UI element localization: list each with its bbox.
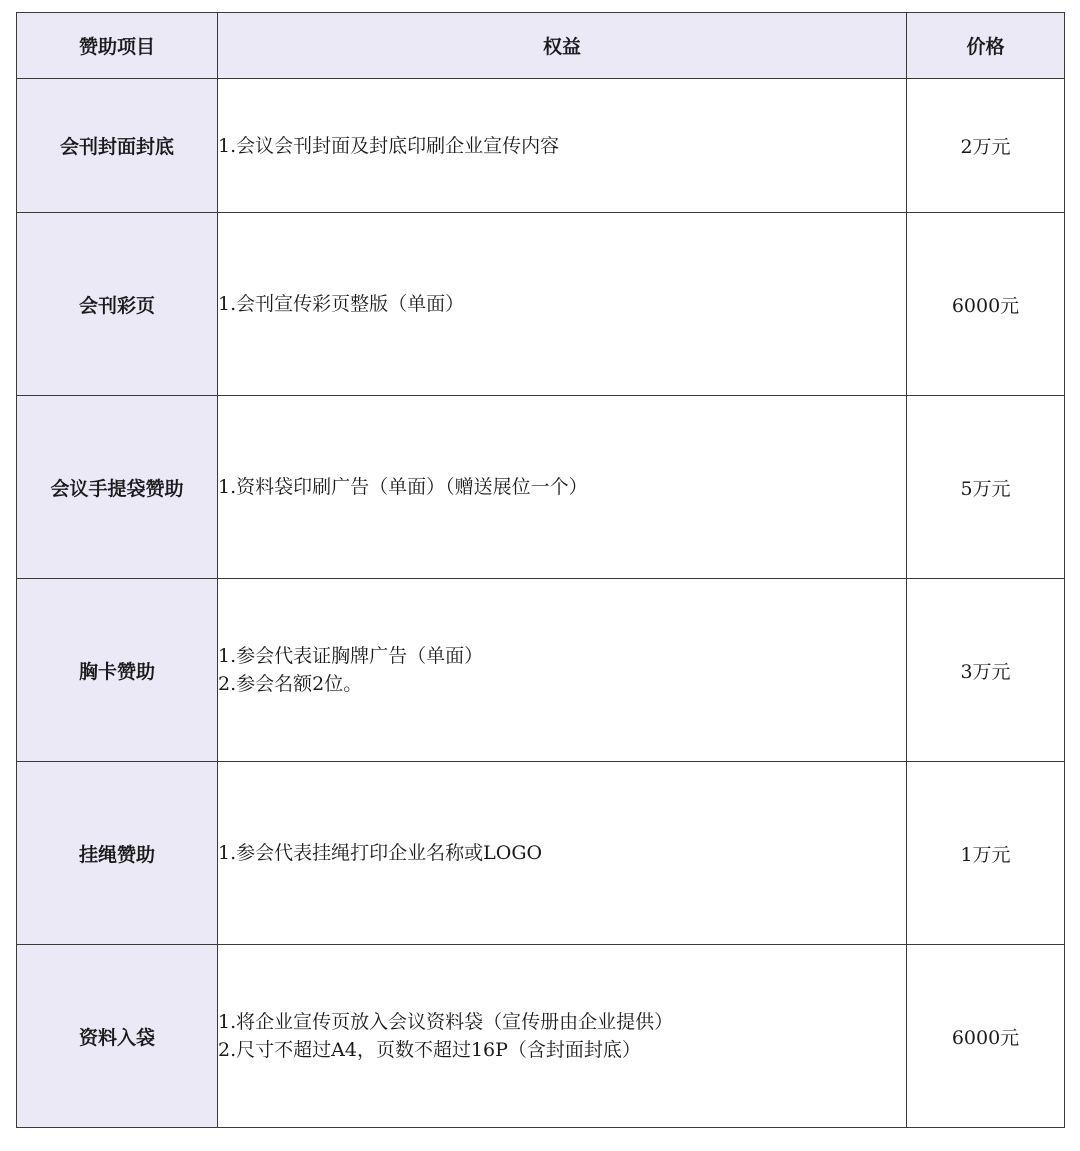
table-row xyxy=(17,945,1065,1128)
row-item: 挂绳赞助 xyxy=(17,762,218,945)
benefit-line: 1.参会代表挂绳打印企业名称或LOGO xyxy=(218,842,543,864)
row-benefits xyxy=(218,396,907,579)
table-row xyxy=(17,396,1065,579)
benefit-line: 1.会刊宣传彩页整版（单面） xyxy=(218,293,465,315)
table-row xyxy=(17,213,1065,396)
table-row xyxy=(17,79,1065,213)
row-item: 资料入袋 xyxy=(17,945,218,1128)
table-row xyxy=(17,579,1065,762)
row-item: 胸卡赞助 xyxy=(17,579,218,762)
header-benefits: 权益 xyxy=(218,13,907,79)
row-price: 1万元 xyxy=(907,762,1065,945)
row-price: 2万元 xyxy=(907,79,1065,213)
benefit-line: 1.资料袋印刷广告（单面）（赠送展位一个） xyxy=(218,476,588,498)
benefit-line: 1.将企业宣传页放入会议资料袋（宣传册由企业提供） xyxy=(218,1011,674,1033)
row-price: 6000元 xyxy=(907,213,1065,396)
row-item: 会刊彩页 xyxy=(17,213,218,396)
row-price: 6000元 xyxy=(907,945,1065,1128)
row-benefits xyxy=(218,213,907,396)
row-benefits xyxy=(218,945,907,1128)
benefit-line: 2.尺寸不超过A4，页数不超过16P（含封面封底） xyxy=(218,1039,641,1061)
row-price: 3万元 xyxy=(907,579,1065,762)
row-benefits xyxy=(218,579,907,762)
header-price: 价格 xyxy=(907,13,1065,79)
sponsorship-table xyxy=(16,12,1065,1128)
row-item: 会刊封面封底 xyxy=(17,79,218,213)
header-item: 赞助项目 xyxy=(17,13,218,79)
benefit-line: 1.会议会刊封面及封底印刷企业宣传内容 xyxy=(218,134,560,157)
benefit-line: 1.参会代表证胸牌广告（单面） xyxy=(218,645,484,667)
row-price: 5万元 xyxy=(907,396,1065,579)
row-benefits xyxy=(218,79,907,213)
table-row xyxy=(17,762,1065,945)
benefit-line: 2.参会名额2位。 xyxy=(218,673,363,695)
table-header-row xyxy=(17,13,1065,79)
row-item: 会议手提袋赞助 xyxy=(17,396,218,579)
row-benefits xyxy=(218,762,907,945)
